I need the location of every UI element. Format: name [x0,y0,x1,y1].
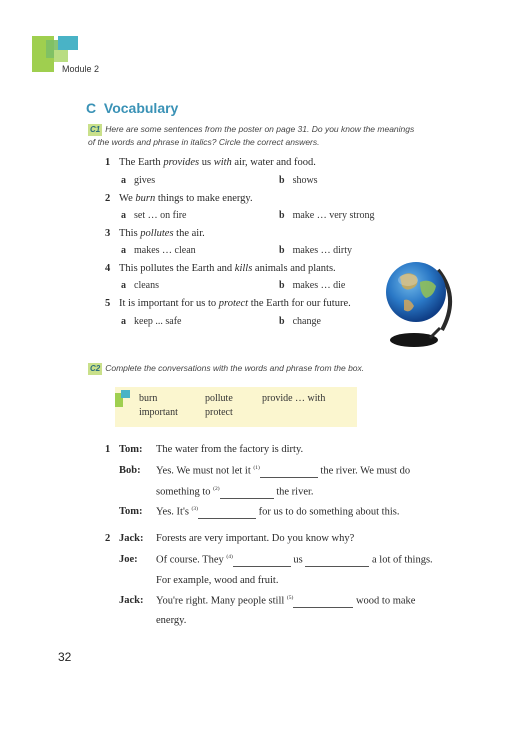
question-number: 4 [105,263,111,274]
conversation-fragment: a lot of things. [369,554,433,566]
c1-option-1b[interactable] [279,175,318,186]
conversation-text: Forests are very important. Do you know why? [156,533,355,544]
conversation-fragment: for us to do something about this. [255,506,400,518]
conversation-fragment: You're right. Many people still [156,595,287,607]
answer-blank-1[interactable] [260,466,318,478]
speaker: Bob: [119,465,141,476]
conversation-fragment: Yes. It's [156,506,192,518]
question-text: This [119,228,141,239]
word-box-item: important [139,407,178,418]
module-label: Module 2 [62,64,100,74]
question-text: the Earth for our future. [248,298,351,309]
option-text: cleans [134,280,159,291]
option-letter: a [121,316,126,327]
option-text: change [292,316,321,327]
blank-number: (1) [253,465,260,471]
word-box-item: protect [205,407,233,418]
c1-option-3a[interactable] [121,245,196,256]
conversation-text: energy. [156,615,187,626]
conversation-text [156,595,415,608]
conversation-text [156,554,433,567]
c1-option-2a[interactable] [121,210,187,221]
option-letter: a [121,210,126,221]
c1-tag: C1 [90,125,101,134]
question-text: animals and plants. [252,263,336,274]
speaker: Tom: [119,506,143,517]
option-letter: b [279,245,285,256]
c1-question-3 [105,228,205,239]
speaker: Jack: [119,595,144,606]
module-logo-block [58,36,78,50]
answer-blank-5[interactable] [293,596,353,608]
c1-option-4b[interactable] [279,280,345,291]
option-text: shows [292,175,318,186]
c1-question-2 [105,193,253,204]
question-number: 5 [105,298,111,309]
section-title [86,100,178,116]
option-text: gives [134,175,156,186]
conversation-fragment: the river. [273,486,314,498]
option-text: keep ... safe [134,316,182,327]
option-letter: b [279,316,285,327]
question-text: air, water and food. [231,157,316,168]
c2-instruction [88,362,468,375]
answer-blank-4[interactable] [233,555,291,567]
question-text: It is important for us to [119,298,219,309]
section-letter: C [86,100,97,116]
question-italic: pollutes [140,228,174,239]
answer-blank-4b[interactable] [305,555,369,567]
question-number: 1 [105,157,111,168]
conversation-line [105,533,144,544]
speaker: Tom: [119,444,143,455]
c1-option-3b[interactable] [279,245,352,256]
word-box-item: pollute [205,393,233,404]
conversation-text [156,465,410,478]
word-box-item: provide … with [262,393,326,404]
option-letter: b [279,210,285,221]
question-italic: kills [234,263,253,274]
option-letter: b [279,280,285,291]
conversation-text [156,506,399,519]
c1-instruction [88,123,458,148]
c2-tag: C2 [90,364,101,373]
conversation-text [156,486,314,499]
c1-option-5a[interactable] [121,316,181,327]
conversation-fragment: the river. We must do [317,465,411,477]
conversation-fragment: wood to make [353,595,416,607]
conversation-fragment: something to [156,486,214,498]
question-text: This pollutes the Earth and [119,263,235,274]
conversation-number: 1 [105,444,111,455]
c1-question-5 [105,298,351,309]
page-number: 32 [58,650,72,664]
module-logo-block [54,50,68,62]
c1-instruction-line2: of the words and phrase in italics? Circle the correct answers. [88,137,320,147]
answer-blank-3[interactable] [198,507,256,519]
question-text: The Earth [119,157,164,168]
word-box-item: burn [139,393,158,404]
globe-illustration [380,252,460,352]
question-number: 2 [105,193,111,204]
option-letter: a [121,245,126,256]
conversation-fragment: us [290,554,306,566]
conversation-number: 2 [105,533,111,544]
c1-option-1a[interactable] [121,175,155,186]
blank-number: (3) [191,506,198,512]
question-italic: with [213,157,232,168]
blank-number: (5) [286,595,294,601]
c2-instruction-text: Complete the conversations with the words and phrase from the box. [105,363,365,373]
speaker: Jack: [119,533,144,544]
conversation-fragment: Yes. We must not let it [156,465,254,477]
conversation-text: The water from the factory is dirty. [156,444,304,455]
question-number: 3 [105,228,111,239]
conversation-line [105,444,143,455]
speaker: Joe: [119,554,138,565]
question-italic: burn [135,193,156,204]
option-text: makes … die [292,280,346,291]
word-box-decoration [121,390,130,398]
section-title-text: Vocabulary [103,100,179,116]
question-text: things to make energy. [155,193,253,204]
option-letter: a [121,280,126,291]
question-text: us [199,157,214,168]
option-text: makes … clean [134,245,196,256]
option-letter: b [279,175,285,186]
blank-number: (4) [226,554,233,560]
option-text: make … very strong [292,210,375,221]
conversation-fragment: Of course. They [156,554,227,566]
option-text: makes … dirty [292,245,352,256]
answer-blank-2[interactable] [220,487,274,499]
conversation-text: For example, wood and fruit. [156,575,279,586]
c1-option-4a[interactable] [121,280,159,291]
question-text: We [119,193,136,204]
c1-option-2b[interactable] [279,210,375,221]
option-text: set … on fire [134,210,187,221]
question-italic: protect [218,298,249,309]
question-italic: provides [163,157,200,168]
c1-option-5b[interactable] [279,316,321,327]
c1-instruction-line1: Here are some sentences from the poster on page 31. Do you know the meanings [105,124,415,134]
option-letter: a [121,175,126,186]
c1-question-1 [105,157,316,168]
blank-number: (2) [213,486,220,492]
question-text: the air. [173,228,205,239]
c1-question-4 [105,263,336,274]
